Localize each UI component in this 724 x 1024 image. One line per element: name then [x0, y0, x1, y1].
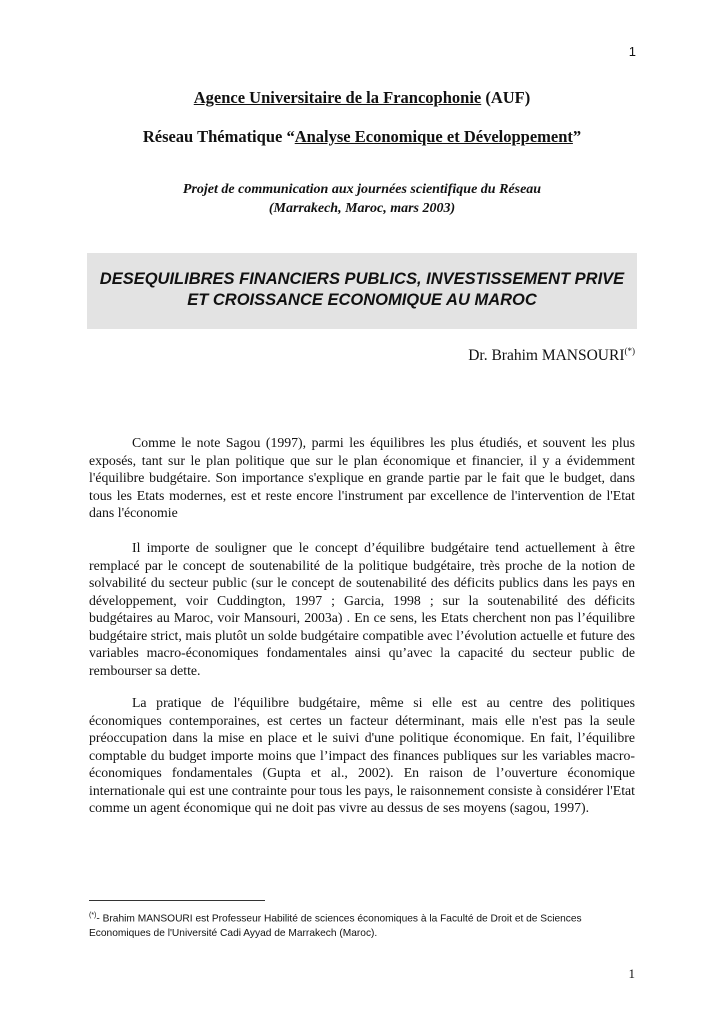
project-line-1: Projet de communication aux journées scientifique du Réseau [182, 182, 542, 197]
author [468, 346, 635, 365]
title-box [87, 253, 637, 329]
footnote-marker: (*) [89, 912, 97, 919]
footnote-rule [89, 900, 265, 901]
network-heading [0, 127, 724, 147]
footnote [89, 908, 637, 941]
title-line-2: ET CROISSANCE ECONOMIQUE AU MAROC [187, 291, 537, 309]
page-number-bottom: 1 [628, 966, 635, 981]
paragraph-3: La pratique de l'équilibre budgétaire, même si elle est au centre des politiques économiques contemporaines, est certes un facteur déterminant, mais elle n'est pas la seule préoccupation dans la mise en place et le suivi d'une politique économique. En fait, l’équilibre comptable du budget importe moins que l’impact des finances publiques sur les variables macro-économiques fondamentales (Gupta et al., 2002). En raison de l’ouverture économique internationale qui est une contrainte pour tous les pays, le raisonnement consiste à considérer l'Etat comme un agent économique qui ne doit pas vivre au dessus de ses moyens (sagou, 1997). [89, 695, 635, 815]
organization-heading [0, 88, 724, 108]
paragraph-2: Il importe de souligner que le concept d’équilibre budgétaire tend actuellement à être remplacé par le concept de soutenabilité de la politique budgétaire, très proche de la notion de solvabilité du secteur public (sur le concept de soutenabilité des déficits publics dans les pays en développement, voir Cuddington, 1997 ; Garcia, 1998 ; sur la soutenabilité des déficits budgétaires au Maroc, voir Mansouri, 2003a) . En ce sens, les Etats cherchent non pas l’équilibre budgétaire strict, mais plutôt un solde budgétaire compatible avec l’évolution actuelle et future des variables macro-économiques fondamentales ainsi qu’avec la capacité du secteur public de rembourser sa dette. [89, 540, 635, 678]
page-number-top: 1 [628, 44, 636, 59]
network-name: Analyse Economique et Développement [294, 127, 573, 146]
network-suffix: ” [572, 127, 582, 146]
title-line-1: DESEQUILIBRES FINANCIERS PUBLICS, INVESTISSEMENT PRIVE [99, 270, 625, 288]
author-name: Dr. Brahim MANSOURI [468, 347, 625, 365]
footnote-text: - Brahim MANSOURI est Professeur Habilité de sciences économiques à la Faculté de Droit et de Sciences Economiques de l'Université Cadi Ayyad de Marrakech (Maroc). [89, 913, 582, 940]
network-prefix: Réseau Thématique “ [142, 127, 295, 146]
paragraph-1: Comme le note Sagou (1997), parmi les équilibres les plus étudiés, et souvent les plus exposés, tant sur le plan politique que sur le plan économique et financier, il y a évidemment l'équilibre budgétaire. Son importance s'explique en grande partie par le fait que le budget, dans tous les Etats modernes, est et reste encore l'instrument par excellence de l'intervention de l'Etat dans l'économie [89, 435, 635, 520]
project-line-2: (Marrakech, Maroc, mars 2003) [268, 201, 456, 216]
author-note-marker: (*) [624, 346, 635, 356]
organization-abbrev: (AUF) [485, 88, 531, 107]
organization-name: Agence Universitaire de la Francophonie [193, 88, 482, 107]
